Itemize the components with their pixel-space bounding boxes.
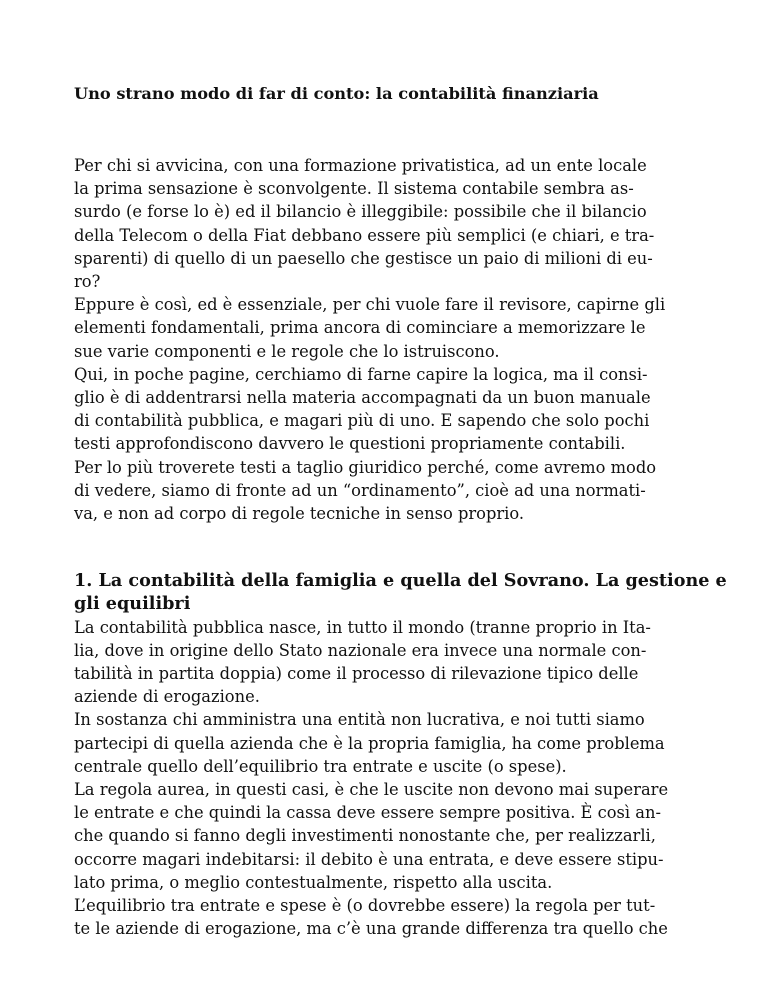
text-line: In sostanza chi amministra una entità non lucrativa, e noi tutti siamo — [74, 710, 645, 730]
text-line: tabilità in partita doppia) come il processo di rilevazione tipico delle — [74, 664, 639, 684]
text-line: te le aziende di erogazione, ma c’è una grande differenza tra quello che — [74, 919, 668, 939]
document-title: Uno strano modo di far di conto: la contabilità finanziaria — [74, 84, 599, 103]
text-line: La contabilità pubblica nasce, in tutto il mondo (tranne proprio in Ita- — [74, 617, 651, 637]
text-line: di vedere, siamo di fronte ad un “ordinamento”, cioè ad una normati- — [74, 480, 646, 500]
text-line: aziende di erogazione. — [74, 687, 260, 707]
text-line: sue varie componenti e le regole che lo istruiscono. — [74, 341, 500, 361]
text-line: testi approfondiscono davvero le questioni propriamente contabili. — [74, 434, 626, 454]
text-line: lato prima, o meglio contestualmente, rispetto alla uscita. — [74, 872, 553, 892]
text-line: le entrate e che quindi la cassa deve essere sempre positiva. È così an- — [74, 803, 661, 823]
section-1-heading — [74, 569, 727, 615]
text-line: lia, dove in origine dello Stato nazionale era invece una normale con- — [74, 640, 647, 660]
text-line: occorre magari indebitarsi: il debito è una entrata, e deve essere stipu- — [74, 849, 664, 869]
text-line: partecipi di quella azienda che è la propria famiglia, ha come problema — [74, 733, 665, 753]
text-line: elementi fondamentali, prima ancora di cominciare a memorizzare le — [74, 318, 646, 338]
heading-line: gli equilibri — [74, 593, 191, 615]
text-line: ro? — [74, 272, 101, 292]
text-line: che quando si fanno degli investimenti nonostante che, per realizzarli, — [74, 826, 656, 846]
text-line: la prima sensazione è sconvolgente. Il sistema contabile sembra as- — [74, 179, 634, 199]
text-line: Qui, in poche pagine, cerchiamo di farne capire la logica, ma il consi- — [74, 364, 648, 384]
text-line: sparenti) di quello di un paesello che gestisce un paio di milioni di eu- — [74, 248, 653, 268]
text-line: centrale quello dell’equilibrio tra entrate e uscite (o spese). — [74, 756, 567, 776]
document-page — [74, 82, 727, 941]
text-line: Per lo più troverete testi a taglio giuridico perché, come avremo modo — [74, 457, 657, 477]
text-line: surdo (e forse lo è) ed il bilancio è illeggibile: possibile che il bilancio — [74, 202, 647, 222]
text-line: va, e non ad corpo di regole tecniche in senso proprio. — [74, 504, 525, 524]
text-line: Per chi si avvicina, con una formazione privatistica, ad un ente locale — [74, 156, 647, 175]
intro-paragraph — [74, 154, 710, 525]
text-line: della Telecom o della Fiat debbano essere più semplici (e chiari, e tra- — [74, 225, 655, 245]
text-line: Eppure è così, ed è essenziale, per chi vuole fare il revisore, capirne gli — [74, 295, 666, 315]
text-line: di contabilità pubblica, e magari più di uno. E sapendo che solo pochi — [74, 411, 650, 431]
heading-line: 1. La contabilità della famiglia e quella del Sovrano. La gestione e — [74, 570, 727, 592]
text-line: La regola aurea, in questi casi, è che le uscite non devono mai superare — [74, 780, 669, 800]
section-1-body — [74, 616, 710, 941]
text-line: L’equilibrio tra entrate e spese è (o dovrebbe essere) la regola per tut- — [74, 896, 656, 916]
text-line: glio è di addentrarsi nella materia accompagnati da un buon manuale — [74, 388, 651, 408]
